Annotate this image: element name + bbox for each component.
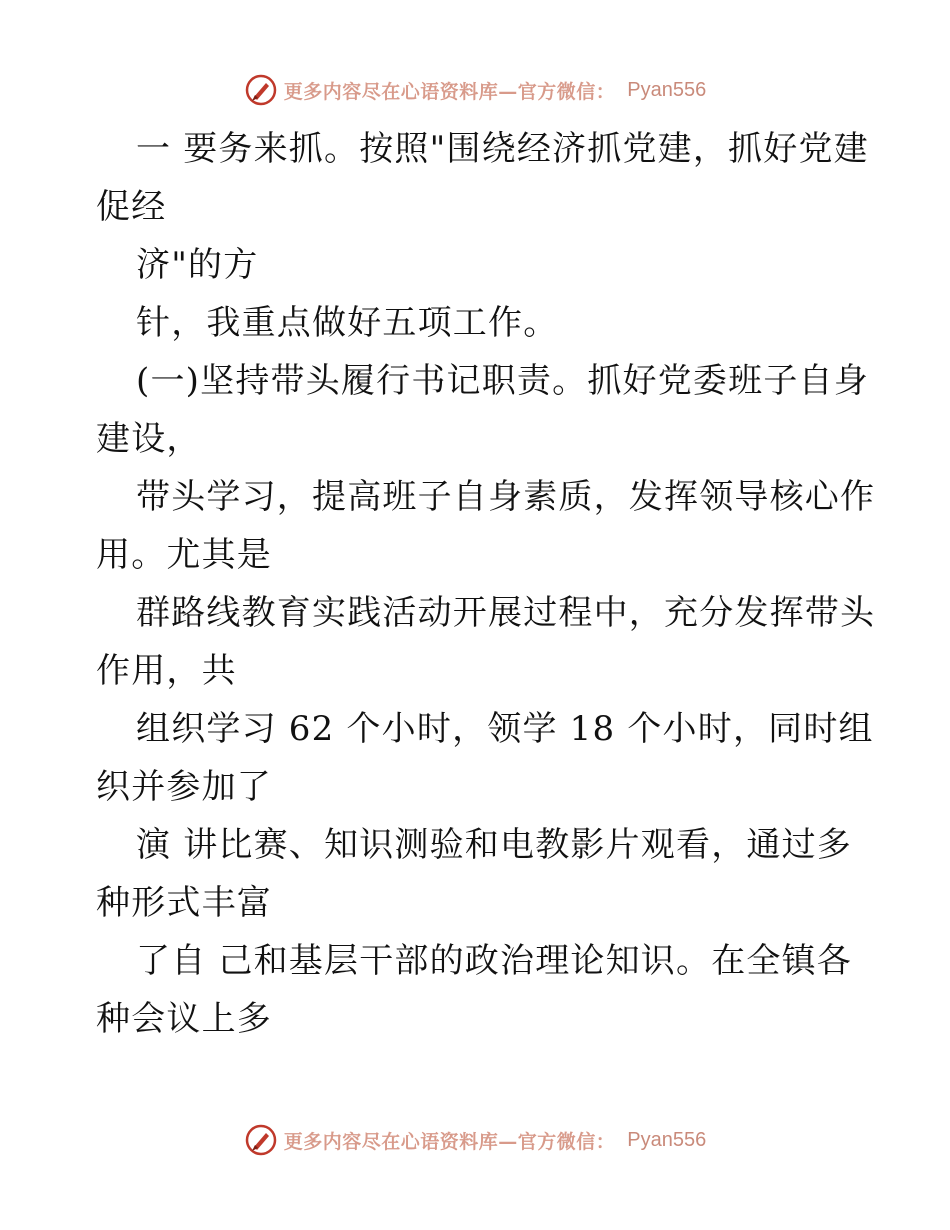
footer-watermark [0, 1120, 950, 1160]
text-line: 针，我重点做好五项工作。 [136, 303, 559, 343]
text-line: 种形式丰富 [96, 883, 272, 923]
text-line: 织并参加了 [96, 767, 272, 807]
document-body [96, 120, 876, 1048]
text-line: 用。尤其是 [96, 535, 272, 575]
text-line: 带头学习，提高班子自身素质，发挥领导核心作 [136, 477, 876, 517]
text-line: 济"的方 [136, 245, 259, 285]
pen-logo-icon [244, 73, 278, 107]
text-line: 种会议上多 [96, 999, 272, 1039]
text-line: (一)坚持带头履行书记职责。抓好党委班子自身 [136, 361, 869, 401]
watermark-text: 更多内容尽在心语资料库—官方微信： [283, 1130, 616, 1153]
text-line: 演 讲比赛、知识测验和电教影片观看，通过多 [136, 825, 853, 865]
text-line: 建设， [96, 419, 202, 459]
pen-logo-icon [244, 1123, 278, 1157]
text-line: 组织学习 62 个小时，领学 18 个小时，同时组 [136, 709, 874, 749]
text-line: 作用，共 [96, 651, 237, 691]
watermark-wechat-id: Pyan556 [627, 1128, 707, 1151]
watermark-wechat-id: Pyan556 [627, 78, 707, 101]
header-watermark [0, 70, 950, 110]
text-line: 群路线教育实践活动开展过程中，充分发挥带头 [136, 593, 876, 633]
text-line: 促经 [96, 187, 167, 227]
text-line: 了自 己和基层干部的政治理论知识。在全镇各 [136, 941, 853, 981]
watermark-text: 更多内容尽在心语资料库—官方微信： [283, 80, 616, 103]
text-line: 一 要务来抓。按照"围绕经济抓党建，抓好党建 [136, 129, 869, 169]
